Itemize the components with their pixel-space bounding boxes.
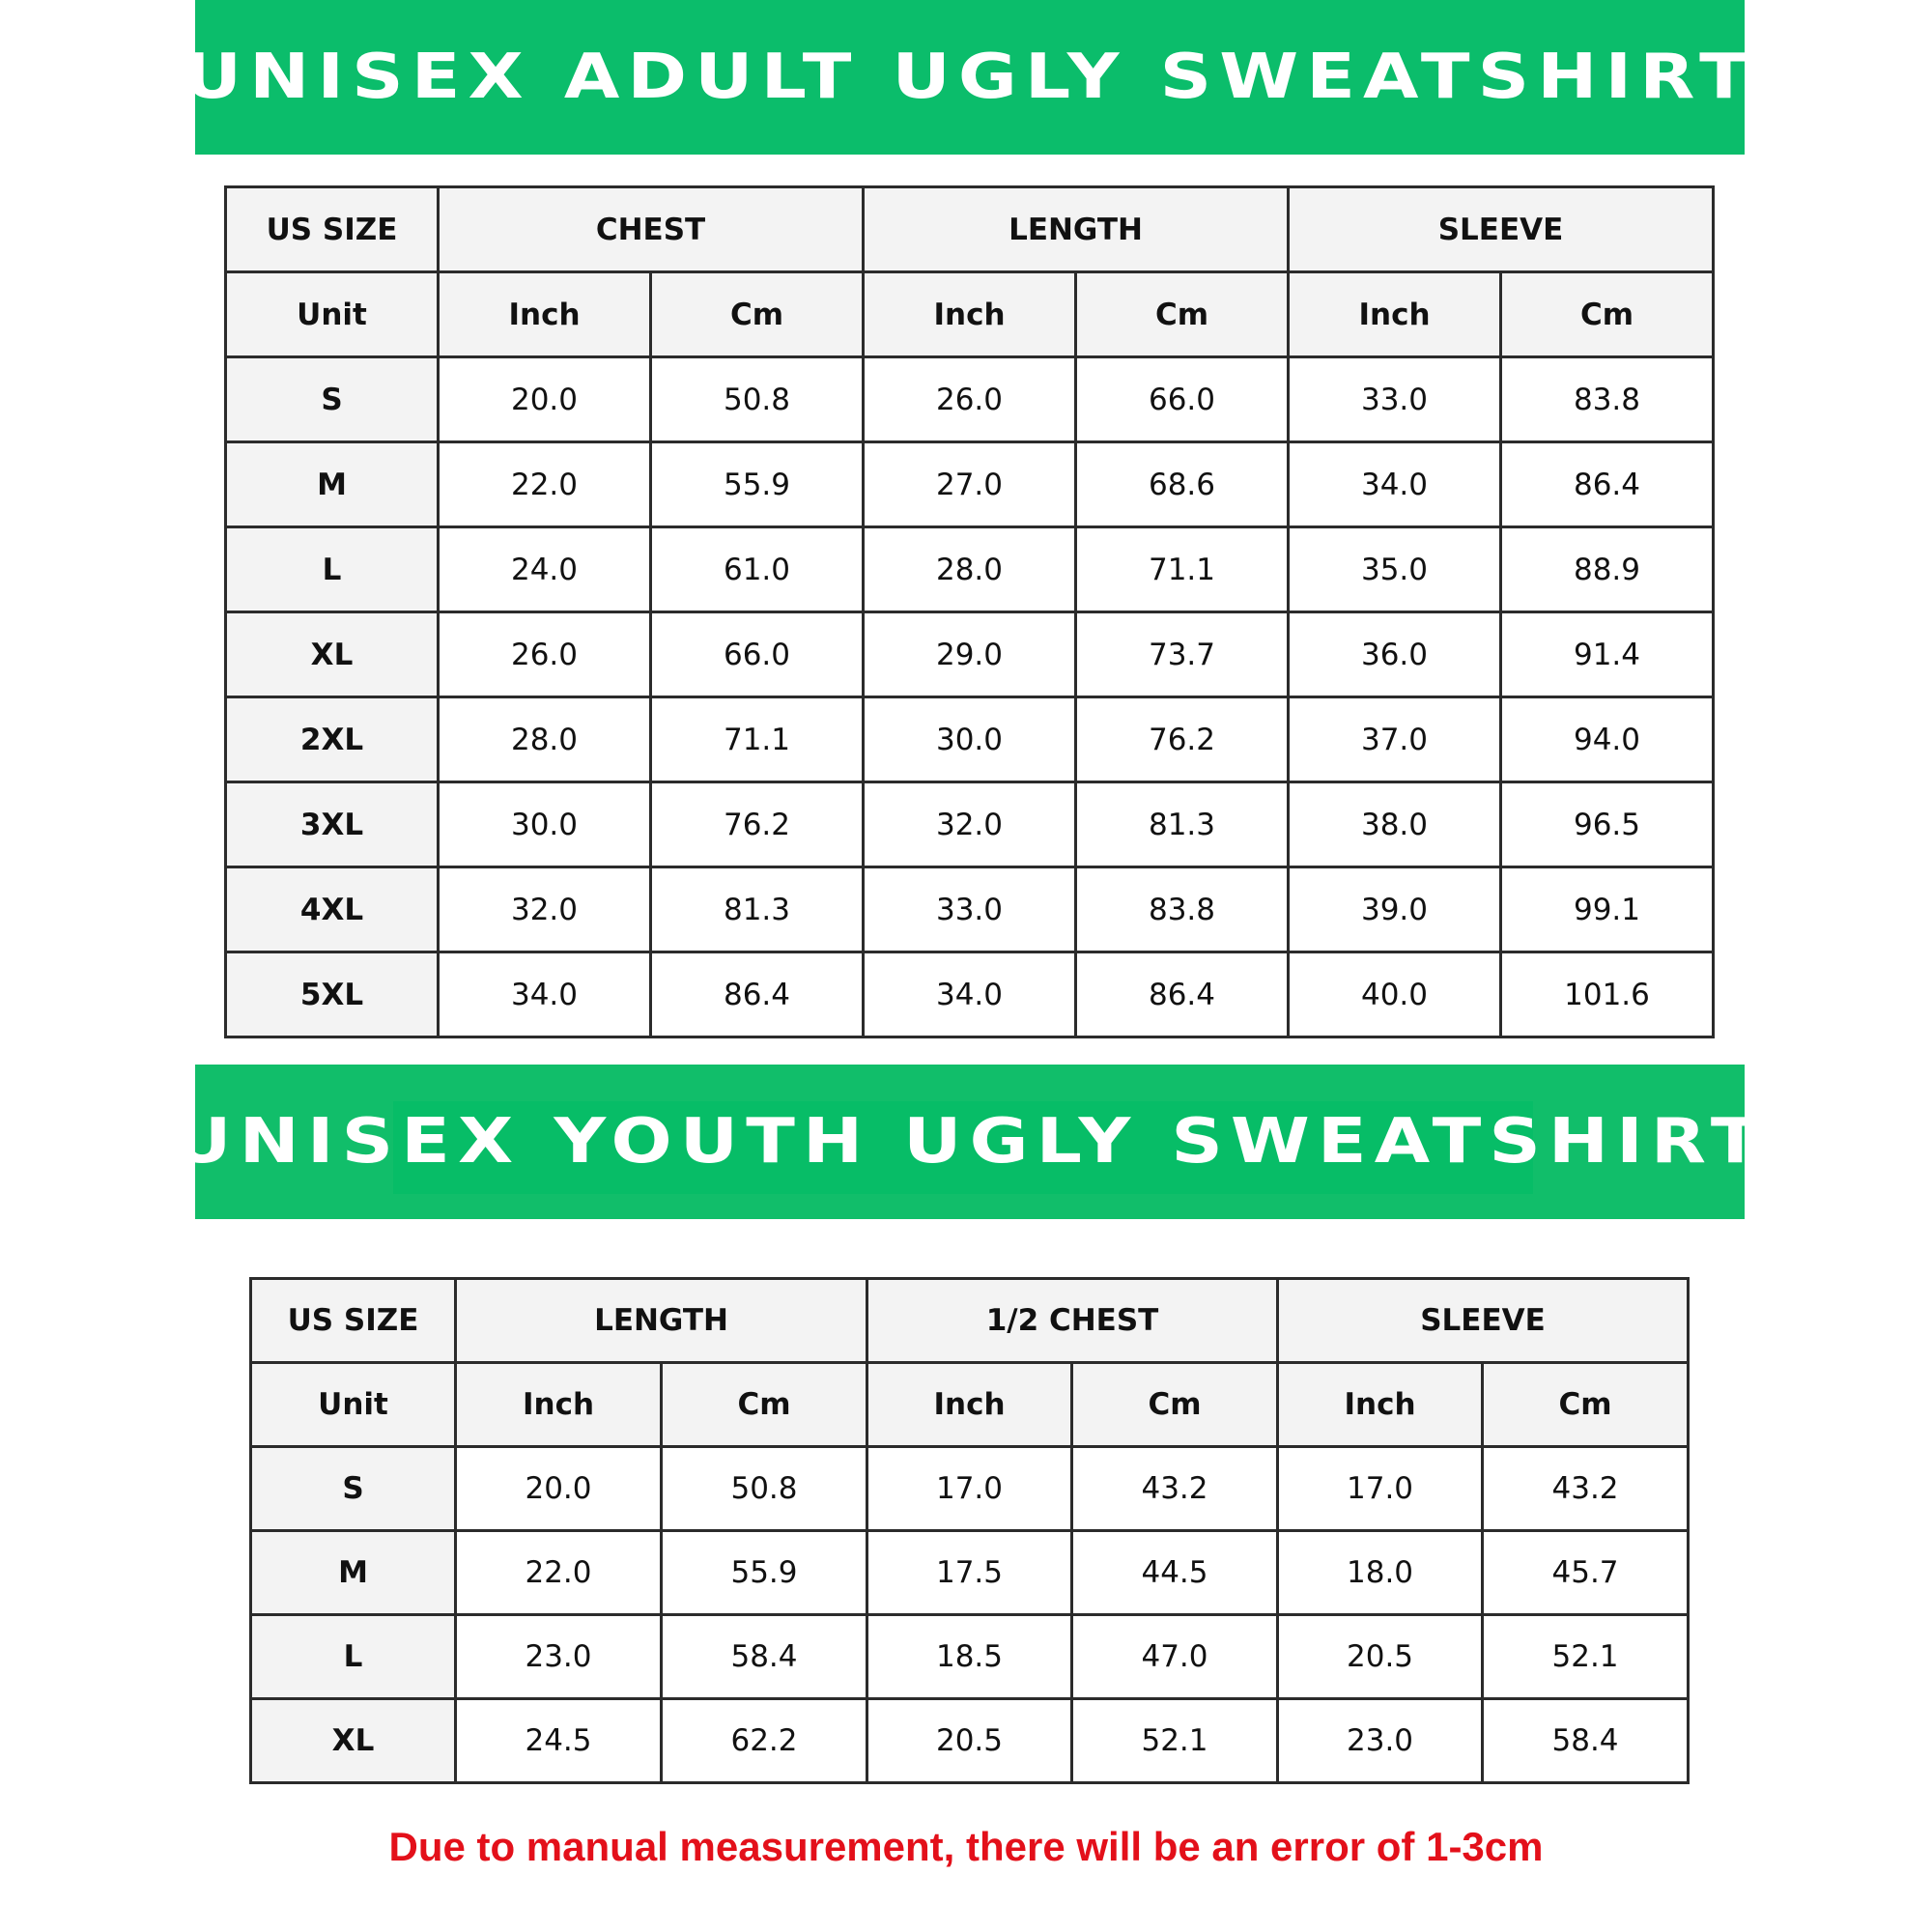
value-cell: 76.2 — [1076, 697, 1289, 782]
unit-cell: Cm — [1501, 272, 1714, 357]
value-cell: 88.9 — [1501, 527, 1714, 612]
value-cell: 39.0 — [1289, 867, 1501, 952]
value-cell: 47.0 — [1072, 1615, 1278, 1699]
size-cell: 5XL — [226, 952, 439, 1037]
value-cell: 35.0 — [1289, 527, 1501, 612]
value-cell: 96.5 — [1501, 782, 1714, 867]
value-cell: 58.4 — [1483, 1699, 1689, 1783]
table-row — [226, 697, 1714, 782]
value-cell: 61.0 — [651, 527, 864, 612]
value-cell: 27.0 — [864, 442, 1076, 527]
unit-label: Unit — [226, 272, 439, 357]
header-row — [226, 187, 1714, 272]
size-header: US SIZE — [251, 1279, 456, 1363]
value-cell: 18.0 — [1278, 1531, 1483, 1615]
unit-cell: Inch — [1289, 272, 1501, 357]
value-cell: 24.0 — [439, 527, 651, 612]
size-header: US SIZE — [226, 187, 439, 272]
value-cell: 20.5 — [867, 1699, 1072, 1783]
table-row — [251, 1699, 1689, 1783]
value-cell: 71.1 — [651, 697, 864, 782]
value-cell: 66.0 — [651, 612, 864, 697]
measure-header: LENGTH — [864, 187, 1289, 272]
table-row — [251, 1447, 1689, 1531]
measure-header: SLEEVE — [1278, 1279, 1689, 1363]
value-cell: 33.0 — [864, 867, 1076, 952]
table-row — [251, 1615, 1689, 1699]
value-cell: 55.9 — [651, 442, 864, 527]
adult-title: UNISEX ADULT UGLY SWEATSHIRT — [183, 42, 1757, 113]
value-cell: 43.2 — [1072, 1447, 1278, 1531]
value-cell: 34.0 — [439, 952, 651, 1037]
size-cell: S — [226, 357, 439, 442]
unit-cell: Cm — [1483, 1363, 1689, 1447]
table-row — [226, 782, 1714, 867]
value-cell: 83.8 — [1076, 867, 1289, 952]
table-row — [226, 442, 1714, 527]
youth-size-table — [249, 1277, 1690, 1784]
value-cell: 58.4 — [662, 1615, 867, 1699]
value-cell: 40.0 — [1289, 952, 1501, 1037]
size-cell: 2XL — [226, 697, 439, 782]
value-cell: 76.2 — [651, 782, 864, 867]
size-cell: L — [251, 1615, 456, 1699]
value-cell: 22.0 — [456, 1531, 662, 1615]
value-cell: 20.0 — [456, 1447, 662, 1531]
table-row — [226, 527, 1714, 612]
value-cell: 33.0 — [1289, 357, 1501, 442]
size-cell: XL — [226, 612, 439, 697]
value-cell: 32.0 — [439, 867, 651, 952]
value-cell: 17.0 — [867, 1447, 1072, 1531]
size-cell: S — [251, 1447, 456, 1531]
value-cell: 83.8 — [1501, 357, 1714, 442]
value-cell: 34.0 — [1289, 442, 1501, 527]
youth-title: UNISEX YOUTH UGLY SWEATSHIRT — [172, 1106, 1768, 1178]
unit-cell: Cm — [651, 272, 864, 357]
value-cell: 68.6 — [1076, 442, 1289, 527]
value-cell: 94.0 — [1501, 697, 1714, 782]
size-cell: L — [226, 527, 439, 612]
value-cell: 30.0 — [439, 782, 651, 867]
value-cell: 28.0 — [864, 527, 1076, 612]
value-cell: 55.9 — [662, 1531, 867, 1615]
value-cell: 20.5 — [1278, 1615, 1483, 1699]
value-cell: 34.0 — [864, 952, 1076, 1037]
size-cell: 3XL — [226, 782, 439, 867]
value-cell: 81.3 — [1076, 782, 1289, 867]
value-cell: 36.0 — [1289, 612, 1501, 697]
size-cell: 4XL — [226, 867, 439, 952]
unit-cell: Inch — [1278, 1363, 1483, 1447]
adult-size-table — [224, 185, 1715, 1038]
unit-row — [226, 272, 1714, 357]
value-cell: 22.0 — [439, 442, 651, 527]
table-row — [226, 612, 1714, 697]
value-cell: 66.0 — [1076, 357, 1289, 442]
unit-cell: Inch — [864, 272, 1076, 357]
size-cell: M — [226, 442, 439, 527]
measurement-note: Due to manual measurement, there will be an error of 1-3cm — [388, 1824, 1544, 1869]
size-cell: XL — [251, 1699, 456, 1783]
youth-title-banner — [172, 1065, 1768, 1219]
value-cell: 101.6 — [1501, 952, 1714, 1037]
value-cell: 30.0 — [864, 697, 1076, 782]
value-cell: 24.5 — [456, 1699, 662, 1783]
value-cell: 62.2 — [662, 1699, 867, 1783]
value-cell: 91.4 — [1501, 612, 1714, 697]
value-cell: 52.1 — [1072, 1699, 1278, 1783]
value-cell: 86.4 — [651, 952, 864, 1037]
measure-header: SLEEVE — [1289, 187, 1714, 272]
value-cell: 50.8 — [662, 1447, 867, 1531]
value-cell: 26.0 — [864, 357, 1076, 442]
value-cell: 81.3 — [651, 867, 864, 952]
unit-cell: Cm — [1076, 272, 1289, 357]
value-cell: 38.0 — [1289, 782, 1501, 867]
value-cell: 17.5 — [867, 1531, 1072, 1615]
value-cell: 28.0 — [439, 697, 651, 782]
adult-title-banner — [183, 0, 1757, 155]
header-row — [251, 1279, 1689, 1363]
unit-row — [251, 1363, 1689, 1447]
measure-header: 1/2 CHEST — [867, 1279, 1278, 1363]
value-cell: 44.5 — [1072, 1531, 1278, 1615]
measure-header: LENGTH — [456, 1279, 867, 1363]
value-cell: 73.7 — [1076, 612, 1289, 697]
value-cell: 37.0 — [1289, 697, 1501, 782]
value-cell: 99.1 — [1501, 867, 1714, 952]
value-cell: 23.0 — [1278, 1699, 1483, 1783]
value-cell: 26.0 — [439, 612, 651, 697]
table-row — [251, 1531, 1689, 1615]
unit-cell: Cm — [662, 1363, 867, 1447]
value-cell: 45.7 — [1483, 1531, 1689, 1615]
value-cell: 50.8 — [651, 357, 864, 442]
value-cell: 52.1 — [1483, 1615, 1689, 1699]
value-cell: 29.0 — [864, 612, 1076, 697]
value-cell: 71.1 — [1076, 527, 1289, 612]
value-cell: 20.0 — [439, 357, 651, 442]
value-cell: 86.4 — [1501, 442, 1714, 527]
unit-cell: Cm — [1072, 1363, 1278, 1447]
unit-label: Unit — [251, 1363, 456, 1447]
table-row — [226, 952, 1714, 1037]
value-cell: 32.0 — [864, 782, 1076, 867]
table-row — [226, 357, 1714, 442]
measure-header: CHEST — [439, 187, 864, 272]
value-cell: 43.2 — [1483, 1447, 1689, 1531]
value-cell: 23.0 — [456, 1615, 662, 1699]
unit-cell: Inch — [456, 1363, 662, 1447]
value-cell: 86.4 — [1076, 952, 1289, 1037]
size-cell: M — [251, 1531, 456, 1615]
unit-cell: Inch — [439, 272, 651, 357]
table-row — [226, 867, 1714, 952]
value-cell: 18.5 — [867, 1615, 1072, 1699]
value-cell: 17.0 — [1278, 1447, 1483, 1531]
unit-cell: Inch — [867, 1363, 1072, 1447]
